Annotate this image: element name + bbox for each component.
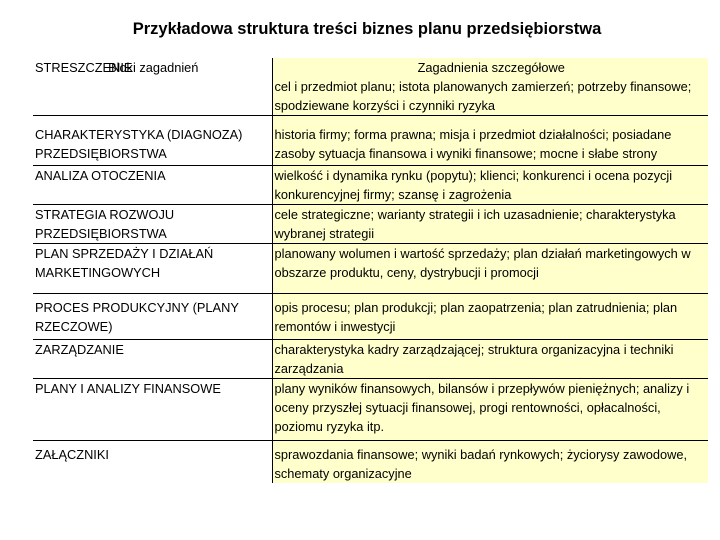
- table-row: [33, 379, 708, 441]
- header-details: Zagadnienia szczegółowe: [272, 58, 708, 77]
- table-row: [33, 441, 708, 484]
- row-right-finance: plany wyników finansowych, bilansów i przepływów pieniężnych; analizy i oceny przyszłej sytuacji finansowej, progi rentowności, opłacalności, poziomu ryzyka itp.: [272, 379, 708, 441]
- row-right-management: charakterystyka kadry zarządzającej; struktura organizacyjna i techniki zarządzania: [272, 340, 708, 379]
- row-right-sales: planowany wolumen i wartość sprzedaży; plan działań marketingowych w obszarze produktu, ceny, dystrybucji i promocji: [272, 244, 708, 294]
- row-left-finance: PLANY I ANALIZY FINANSOWE: [33, 379, 272, 441]
- row-right-attachments: sprawozdania finansowe; wyniki badań rynkowych; życiorysy zawodowe, schematy organizacyjne: [272, 441, 708, 484]
- row-left-strategy: STRATEGIA ROZWOJU PRZEDSIĘBIORSTWA: [33, 205, 272, 244]
- page-title: Przykładowa struktura treści biznes planu przedsiębiorstwa: [132, 20, 602, 38]
- business-plan-table: [33, 58, 708, 483]
- row-right-company: historia firmy; forma prawna; misja i przedmiot działalności; posiadane zasoby sytuacja finansowa i wyniki finansowe; mocne i słabe strony: [272, 116, 708, 166]
- table-row: [33, 244, 708, 294]
- row-left-management: ZARZĄDZANIE: [33, 340, 272, 379]
- row-right-environment: wielkość i dynamika rynku (popytu); klienci; konkurenci i ocena pozycji konkurencyjnej firmy; szansę i zagrożenia: [272, 166, 708, 205]
- row-right-summary: cel i przedmiot planu; istota planowanych zamierzeń; potrzeby finansowe; spodziewane korzyści i czynniki ryzyka: [272, 77, 708, 116]
- row-left-production: PROCES PRODUKCYJNY (PLANY RZECZOWE): [33, 294, 272, 340]
- row-left-sales: PLAN SPRZEDAŻY I DZIAŁAŃ MARKETINGOWYCH: [33, 244, 272, 294]
- table-row: [33, 166, 708, 205]
- table-row: [33, 294, 708, 340]
- row-right-production: opis procesu; plan produkcji; plan zaopatrzenia; plan zatrudnienia; plan remontów i inwestycji: [272, 294, 708, 340]
- table-row: [33, 116, 708, 166]
- row-left-company: CHARAKTERYSTYKA (DIAGNOZA) PRZEDSIĘBIORSTWA: [33, 116, 272, 166]
- row-left-attachments: ZAŁĄCZNIKI: [33, 441, 272, 484]
- table-row: [33, 340, 708, 379]
- header-blocks: Bloki zagadnień: [33, 58, 272, 77]
- row-left-environment: ANALIZA OTOCZENIA: [33, 166, 272, 205]
- table-row: [33, 77, 708, 116]
- row-right-strategy: cele strategiczne; warianty strategii i ich uzasadnienie; charakterystyka wybranej strategii: [272, 205, 708, 244]
- row-left-summary: STRESZCZENIE: [35, 60, 133, 75]
- table-row: [33, 205, 708, 244]
